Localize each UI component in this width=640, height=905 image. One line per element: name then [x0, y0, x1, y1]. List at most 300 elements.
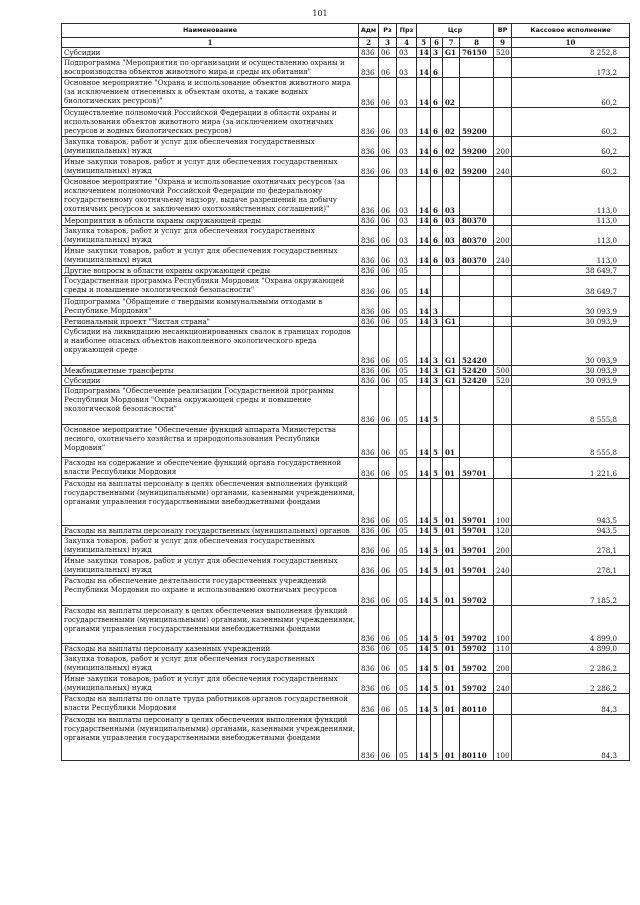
vr-cell [494, 458, 512, 479]
prz-cell: 05 [397, 536, 417, 556]
adm-cell: 836 [359, 177, 379, 216]
csr-program-cell: 14 [417, 654, 431, 674]
csr-direction-cell [460, 266, 494, 276]
vr-cell: 200 [494, 654, 512, 674]
vr-cell: 120 [494, 526, 512, 536]
table-row [62, 715, 630, 761]
csr-program-cell: 14 [417, 715, 431, 761]
header-adm: Адм [359, 24, 379, 38]
row-name: Закупка товаров, работ и услуг для обеспечения государственных (муниципальных) нужд [62, 137, 359, 157]
csr-subprogram-cell: 3 [431, 48, 443, 58]
csr-event-cell [443, 386, 460, 425]
csr-subprogram-cell: 5 [431, 479, 443, 526]
rz-cell: 06 [379, 536, 397, 556]
prz-cell: 03 [397, 48, 417, 58]
rz-cell: 06 [379, 715, 397, 761]
rz-cell: 06 [379, 48, 397, 58]
table-row [62, 177, 630, 216]
table-row [62, 58, 630, 78]
csr-program-cell: 14 [417, 137, 431, 157]
csr-direction-cell: 80370 [460, 216, 494, 226]
csr-program-cell: 14 [417, 58, 431, 78]
table-row [62, 386, 630, 425]
csr-event-cell [443, 297, 460, 317]
csr-program-cell: 14 [417, 644, 431, 654]
table-row [62, 216, 630, 226]
vr-cell: 240 [494, 674, 512, 694]
column-number: 4 [397, 38, 417, 48]
csr-event-cell [443, 276, 460, 297]
adm-cell: 836 [359, 226, 379, 246]
prz-cell: 05 [397, 386, 417, 425]
csr-direction-cell: 59701 [460, 536, 494, 556]
csr-program-cell: 14 [417, 556, 431, 576]
csr-subprogram-cell [431, 266, 443, 276]
csr-event-cell: 03 [443, 177, 460, 216]
execution-amount: 113,0 [512, 216, 630, 226]
csr-program-cell: 14 [417, 276, 431, 297]
row-name: Расходы на выплаты персоналу в целях обеспечения выполнения функций государственными (муниципальными) органами, казенными учреждениями, органами управления государственными внебюджетными фондами [62, 606, 359, 644]
prz-cell: 03 [397, 137, 417, 157]
header-vr: ВР [494, 24, 512, 38]
adm-cell: 836 [359, 266, 379, 276]
csr-subprogram-cell: 6 [431, 58, 443, 78]
vr-cell: 200 [494, 137, 512, 157]
csr-subprogram-cell: 3 [431, 327, 443, 366]
vr-cell: 110 [494, 644, 512, 654]
vr-cell: 100 [494, 715, 512, 761]
csr-event-cell: 02 [443, 157, 460, 177]
csr-direction-cell: 59702 [460, 674, 494, 694]
csr-program-cell: 14 [417, 48, 431, 58]
csr-direction-cell [460, 297, 494, 317]
vr-cell [494, 266, 512, 276]
execution-amount: 1 221,6 [512, 458, 630, 479]
execution-amount: 30 093,9 [512, 317, 630, 327]
csr-direction-cell: 52420 [460, 366, 494, 376]
table-row [62, 137, 630, 157]
header-prz: Прз [397, 24, 417, 38]
header-sum: Кассовое исполнение [512, 24, 630, 38]
row-name: Расходы на выплаты по оплате труда работников органов государственной власти Республики Мордовия [62, 694, 359, 715]
vr-cell [494, 425, 512, 458]
csr-program-cell: 14 [417, 297, 431, 317]
csr-program-cell: 14 [417, 246, 431, 266]
execution-amount: 38 649,7 [512, 276, 630, 297]
vr-cell: 500 [494, 366, 512, 376]
csr-direction-cell: 59200 [460, 157, 494, 177]
rz-cell: 06 [379, 458, 397, 479]
adm-cell: 836 [359, 137, 379, 157]
vr-cell: 240 [494, 246, 512, 266]
row-name: Расходы на выплаты персоналу казенных учреждений [62, 644, 359, 654]
execution-amount: 8 555,8 [512, 386, 630, 425]
row-name: Подпрограмма "Обеспечение реализации Государственной программы Республики Мордовия "Охрана окружающей среды и повышение экологической безопасности" [62, 386, 359, 425]
execution-amount: 60,2 [512, 157, 630, 177]
row-name: Государственная программа Республики Мордовия "Охрана окружающей среды и повышение экологической безопасности" [62, 276, 359, 297]
vr-cell [494, 327, 512, 366]
csr-direction-cell [460, 78, 494, 108]
csr-event-cell: 01 [443, 556, 460, 576]
rz-cell: 06 [379, 526, 397, 536]
adm-cell: 836 [359, 108, 379, 137]
execution-amount: 943,5 [512, 479, 630, 526]
adm-cell: 836 [359, 458, 379, 479]
csr-program-cell: 14 [417, 376, 431, 386]
csr-direction-cell [460, 425, 494, 458]
rz-cell: 06 [379, 177, 397, 216]
vr-cell [494, 276, 512, 297]
prz-cell: 05 [397, 276, 417, 297]
csr-program-cell [417, 266, 431, 276]
column-number: 8 [460, 38, 494, 48]
vr-cell [494, 297, 512, 317]
table-row [62, 327, 630, 366]
row-name: Расходы на выплаты персоналу государственных (муниципальных) органов [62, 526, 359, 536]
execution-amount: 2 286,2 [512, 654, 630, 674]
prz-cell: 05 [397, 376, 417, 386]
rz-cell: 06 [379, 644, 397, 654]
execution-amount: 943,5 [512, 526, 630, 536]
row-name: Мероприятия в области охраны окружающей среды [62, 216, 359, 226]
rz-cell: 06 [379, 276, 397, 297]
execution-amount: 60,2 [512, 108, 630, 137]
csr-program-cell: 14 [417, 226, 431, 246]
adm-cell: 836 [359, 376, 379, 386]
vr-cell [494, 694, 512, 715]
csr-subprogram-cell: 3 [431, 317, 443, 327]
prz-cell: 05 [397, 606, 417, 644]
csr-event-cell: 02 [443, 78, 460, 108]
table-row [62, 226, 630, 246]
table-row [62, 606, 630, 644]
vr-cell [494, 177, 512, 216]
column-number: 2 [359, 38, 379, 48]
csr-subprogram-cell: 5 [431, 386, 443, 425]
rz-cell: 06 [379, 317, 397, 327]
table-row [62, 425, 630, 458]
column-number: 1 [62, 38, 359, 48]
csr-program-cell: 14 [417, 327, 431, 366]
prz-cell: 03 [397, 108, 417, 137]
csr-event-cell: 01 [443, 576, 460, 606]
csr-subprogram-cell: 5 [431, 576, 443, 606]
row-name: Иные закупки товаров, работ и услуг для обеспечения государственных (муниципальных) нужд [62, 246, 359, 266]
vr-cell: 200 [494, 536, 512, 556]
adm-cell: 836 [359, 556, 379, 576]
execution-amount: 30 093,9 [512, 327, 630, 366]
header-rz: Рз [379, 24, 397, 38]
table-row [62, 317, 630, 327]
prz-cell: 03 [397, 216, 417, 226]
execution-amount: 4 899,0 [512, 644, 630, 654]
rz-cell: 06 [379, 654, 397, 674]
csr-subprogram-cell: 3 [431, 297, 443, 317]
csr-subprogram-cell: 5 [431, 536, 443, 556]
adm-cell: 836 [359, 425, 379, 458]
csr-event-cell: 01 [443, 644, 460, 654]
execution-amount: 173,2 [512, 58, 630, 78]
csr-subprogram-cell: 5 [431, 556, 443, 576]
vr-cell: 100 [494, 479, 512, 526]
adm-cell: 836 [359, 386, 379, 425]
execution-amount: 113,0 [512, 177, 630, 216]
adm-cell: 836 [359, 536, 379, 556]
csr-event-cell: G1 [443, 317, 460, 327]
row-name: Субсидии на ликвидацию несанкционированных свалок в границах городов и наиболее опасных объектов накопленного экологического вреда окружающей среде [62, 327, 359, 366]
rz-cell: 06 [379, 366, 397, 376]
vr-cell [494, 58, 512, 78]
prz-cell: 05 [397, 526, 417, 536]
execution-amount: 60,2 [512, 137, 630, 157]
vr-cell [494, 216, 512, 226]
csr-subprogram-cell: 6 [431, 78, 443, 108]
adm-cell: 836 [359, 327, 379, 366]
row-name: Осуществление полномочий Российской Федерации в области охраны и использования объектов животного мира (за исключением охотничьих ресурсов и водных биологических ресурсов) [62, 108, 359, 137]
csr-event-cell: 01 [443, 425, 460, 458]
execution-amount: 30 093,9 [512, 376, 630, 386]
column-number: 9 [494, 38, 512, 48]
csr-event-cell: 02 [443, 137, 460, 157]
adm-cell: 836 [359, 78, 379, 108]
csr-direction-cell: 59701 [460, 526, 494, 536]
csr-event-cell: 02 [443, 108, 460, 137]
csr-program-cell: 14 [417, 317, 431, 327]
csr-program-cell: 14 [417, 576, 431, 606]
csr-subprogram-cell: 6 [431, 157, 443, 177]
csr-direction-cell: 76150 [460, 48, 494, 58]
csr-program-cell: 14 [417, 78, 431, 108]
execution-amount: 38 649,7 [512, 266, 630, 276]
row-name: Расходы на обеспечение деятельности государственных учреждений Республики Мордовия по охране и использованию охотничьих ресурсов [62, 576, 359, 606]
prz-cell: 05 [397, 654, 417, 674]
table-row [62, 526, 630, 536]
csr-direction-cell [460, 58, 494, 78]
table-row [62, 654, 630, 674]
header-name: Наименование [62, 24, 359, 38]
row-name: Иные закупки товаров, работ и услуг для обеспечения государственных (муниципальных) нужд [62, 556, 359, 576]
row-name: Расходы на выплаты персоналу в целях обеспечения выполнения функций государственными (муниципальными) органами, казенными учреждениями, органами управления государственными внебюджетными фондами [62, 479, 359, 526]
execution-amount: 278,1 [512, 556, 630, 576]
csr-direction-cell: 59702 [460, 654, 494, 674]
csr-program-cell: 14 [417, 479, 431, 526]
execution-amount: 84,3 [512, 694, 630, 715]
prz-cell: 05 [397, 694, 417, 715]
csr-event-cell: G1 [443, 376, 460, 386]
csr-program-cell: 14 [417, 157, 431, 177]
csr-subprogram-cell: 5 [431, 654, 443, 674]
rz-cell: 06 [379, 58, 397, 78]
rz-cell: 06 [379, 216, 397, 226]
csr-event-cell: 01 [443, 479, 460, 526]
csr-event-cell: G1 [443, 366, 460, 376]
row-name: Расходы на содержание и обеспечение функций органа государственной власти Республики Мордовия [62, 458, 359, 479]
csr-direction-cell: 80370 [460, 246, 494, 266]
row-name: Иные закупки товаров, работ и услуг для обеспечения государственных (муниципальных) нужд [62, 674, 359, 694]
adm-cell: 836 [359, 246, 379, 266]
csr-program-cell: 14 [417, 694, 431, 715]
vr-cell: 520 [494, 48, 512, 58]
execution-amount: 4 899,0 [512, 606, 630, 644]
csr-direction-cell: 59701 [460, 479, 494, 526]
row-name: Расходы на выплаты персоналу в целях обеспечения выполнения функций государственными (муниципальными) органами, казенными учреждениями, органами управления государственными внебюджетными фондами [62, 715, 359, 761]
table-row [62, 366, 630, 376]
csr-event-cell [443, 266, 460, 276]
table-row [62, 458, 630, 479]
execution-amount: 113,0 [512, 246, 630, 266]
row-name: Основное мероприятие "Охрана и использование охотничьих ресурсов (за исключением полномочий Российской Федерации по федеральному государственному охотничьему надзору, выдаче разрешений на добычу охотничьих ресурсов и заключению охотхозяйственных соглашений)" [62, 177, 359, 216]
csr-event-cell: G1 [443, 48, 460, 58]
csr-subprogram-cell: 5 [431, 458, 443, 479]
csr-subprogram-cell: 6 [431, 216, 443, 226]
execution-amount: 30 093,9 [512, 366, 630, 376]
rz-cell: 06 [379, 78, 397, 108]
adm-cell: 836 [359, 479, 379, 526]
column-number: 7 [443, 38, 460, 48]
table-row [62, 694, 630, 715]
adm-cell: 836 [359, 694, 379, 715]
vr-cell [494, 317, 512, 327]
vr-cell: 240 [494, 556, 512, 576]
adm-cell: 836 [359, 157, 379, 177]
csr-direction-cell: 59702 [460, 644, 494, 654]
csr-direction-cell: 59200 [460, 137, 494, 157]
execution-amount: 7 185,2 [512, 576, 630, 606]
prz-cell: 05 [397, 366, 417, 376]
csr-program-cell: 14 [417, 674, 431, 694]
csr-event-cell: 03 [443, 216, 460, 226]
vr-cell [494, 78, 512, 108]
prz-cell: 03 [397, 226, 417, 246]
csr-subprogram-cell: 5 [431, 715, 443, 761]
csr-event-cell: 01 [443, 694, 460, 715]
table-row [62, 246, 630, 266]
table-row [62, 556, 630, 576]
execution-amount: 8 252,8 [512, 48, 630, 58]
adm-cell: 836 [359, 526, 379, 536]
adm-cell: 836 [359, 606, 379, 644]
rz-cell: 06 [379, 606, 397, 644]
csr-event-cell: 01 [443, 674, 460, 694]
table-row [62, 48, 630, 58]
csr-direction-cell: 52420 [460, 327, 494, 366]
vr-cell [494, 576, 512, 606]
adm-cell: 836 [359, 715, 379, 761]
csr-subprogram-cell [431, 276, 443, 297]
csr-subprogram-cell: 3 [431, 376, 443, 386]
rz-cell: 06 [379, 694, 397, 715]
execution-amount: 2 286,2 [512, 674, 630, 694]
prz-cell: 03 [397, 157, 417, 177]
header-csr: Цср [417, 24, 494, 38]
row-name: Подпрограмма "Мероприятия по организации и осуществлению охраны и воспроизводства объектов животного мира и среды их обитания" [62, 58, 359, 78]
table-row [62, 266, 630, 276]
prz-cell: 03 [397, 246, 417, 266]
csr-subprogram-cell: 6 [431, 137, 443, 157]
execution-amount: 113,0 [512, 226, 630, 246]
adm-cell: 836 [359, 644, 379, 654]
column-number: 5 [417, 38, 431, 48]
csr-program-cell: 14 [417, 386, 431, 425]
prz-cell: 05 [397, 458, 417, 479]
prz-cell: 05 [397, 644, 417, 654]
csr-direction-cell: 59200 [460, 108, 494, 137]
adm-cell: 836 [359, 654, 379, 674]
header-row [62, 24, 630, 38]
csr-subprogram-cell: 3 [431, 366, 443, 376]
table-row [62, 276, 630, 297]
csr-subprogram-cell: 5 [431, 644, 443, 654]
row-name: Закупка товаров, работ и услуг для обеспечения государственных (муниципальных) нужд [62, 654, 359, 674]
csr-event-cell: 03 [443, 226, 460, 246]
vr-cell: 520 [494, 376, 512, 386]
table-row [62, 644, 630, 654]
rz-cell: 06 [379, 386, 397, 425]
csr-subprogram-cell: 6 [431, 246, 443, 266]
prz-cell: 03 [397, 58, 417, 78]
prz-cell: 05 [397, 576, 417, 606]
csr-event-cell: 01 [443, 526, 460, 536]
rz-cell: 06 [379, 376, 397, 386]
adm-cell: 836 [359, 216, 379, 226]
csr-subprogram-cell: 6 [431, 177, 443, 216]
table-row [62, 297, 630, 317]
csr-event-cell: 01 [443, 536, 460, 556]
table-row [62, 536, 630, 556]
csr-direction-cell [460, 317, 494, 327]
prz-cell: 05 [397, 556, 417, 576]
csr-event-cell: 03 [443, 246, 460, 266]
prz-cell: 03 [397, 177, 417, 216]
row-name: Иные закупки товаров, работ и услуг для обеспечения государственных (муниципальных) нужд [62, 157, 359, 177]
row-name: Основное мероприятие "Охрана и использование объектов животного мира (за исключением отнесенных к объектам охоты, а также водных биологических ресурсов)" [62, 78, 359, 108]
rz-cell: 06 [379, 576, 397, 606]
csr-direction-cell [460, 276, 494, 297]
table-row [62, 576, 630, 606]
column-number: 10 [512, 38, 630, 48]
csr-event-cell: 01 [443, 606, 460, 644]
prz-cell: 05 [397, 715, 417, 761]
csr-event-cell [443, 58, 460, 78]
adm-cell: 836 [359, 366, 379, 376]
csr-program-cell: 14 [417, 108, 431, 137]
rz-cell: 06 [379, 674, 397, 694]
vr-cell [494, 386, 512, 425]
prz-cell: 05 [397, 297, 417, 317]
vr-cell [494, 108, 512, 137]
csr-event-cell: G1 [443, 327, 460, 366]
csr-program-cell: 14 [417, 606, 431, 644]
adm-cell: 836 [359, 297, 379, 317]
rz-cell: 06 [379, 108, 397, 137]
row-name: Подпрограмма "Обращение с твердыми коммунальными отходами в Республике Мордовия" [62, 297, 359, 317]
execution-amount: 30 093,9 [512, 297, 630, 317]
csr-direction-cell [460, 177, 494, 216]
csr-subprogram-cell: 5 [431, 526, 443, 536]
csr-program-cell: 14 [417, 216, 431, 226]
csr-program-cell: 14 [417, 177, 431, 216]
table-row [62, 479, 630, 526]
csr-direction-cell: 52420 [460, 376, 494, 386]
budget-table [61, 23, 630, 761]
rz-cell: 06 [379, 266, 397, 276]
adm-cell: 836 [359, 48, 379, 58]
rz-cell: 06 [379, 297, 397, 317]
adm-cell: 836 [359, 276, 379, 297]
csr-direction-cell: 80370 [460, 226, 494, 246]
csr-direction-cell: 80110 [460, 694, 494, 715]
table-row [62, 674, 630, 694]
